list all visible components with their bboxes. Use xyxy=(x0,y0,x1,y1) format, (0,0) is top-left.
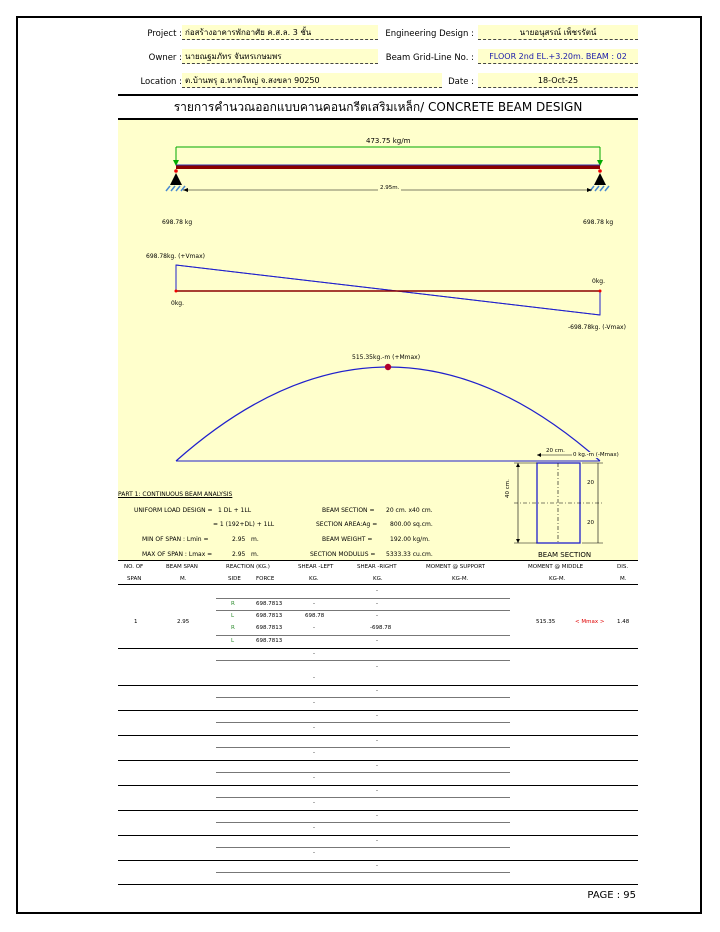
row-line xyxy=(216,660,510,661)
row-line xyxy=(216,847,510,848)
ground-hatch-right xyxy=(590,186,609,191)
mmax-tag: < Mmax > xyxy=(575,619,605,625)
dash: - xyxy=(376,713,378,719)
beam-section-value: 20 cm. x40 cm. xyxy=(386,507,433,514)
col-header-shear-right: SHEAR -RIGHT xyxy=(357,564,397,570)
col-header-span: BEAM SPAN xyxy=(166,564,198,570)
load-value: 473.75 kg/m xyxy=(366,137,411,145)
span-length: 2.95 xyxy=(177,619,190,625)
row2-side: L xyxy=(231,613,235,619)
location-value: ต.บ้านพรุ อ.หาดใหญ่ จ.สงขลา 90250 xyxy=(182,73,442,88)
row4-shear-right: - xyxy=(376,638,378,644)
grid-value: FLOOR 2nd EL.+3.20m. BEAM : 02 xyxy=(478,49,638,64)
row3-shear-left: - xyxy=(313,625,315,631)
dash: - xyxy=(376,788,378,794)
col-header-moment-middle: MOMENT @ MIDDLE xyxy=(528,564,584,570)
row3-shear-right: -698.78 xyxy=(370,625,392,631)
page-title: รายการคำนวณออกแบบคานคอนกรีตเสริมเหล็ก/ CONCRETE BEAM DESIGN xyxy=(118,94,638,120)
dash: - xyxy=(313,800,315,806)
row1-shear-left: - xyxy=(313,601,315,607)
col-header-span-label: SPAN xyxy=(127,576,142,582)
table-bottom-line xyxy=(118,884,638,885)
span-separator-9 xyxy=(118,860,638,861)
dash-row0: - xyxy=(376,588,378,594)
analysis-heading: PART 1: CONTINUOUS BEAM ANALYSIS xyxy=(118,491,233,498)
table-header-line xyxy=(118,584,638,585)
dash: - xyxy=(376,813,378,819)
row-line xyxy=(216,610,510,611)
col-header-kgm-middle: KG-M. xyxy=(549,576,566,582)
dash: - xyxy=(313,700,315,706)
shear-vmax-pos: 698.78kg. (+Vmax) xyxy=(146,253,205,260)
shear-vmax-neg: -698.78kg. (-Vmax) xyxy=(568,324,626,331)
date-label: Date : xyxy=(448,77,474,87)
table-top-line xyxy=(118,560,638,561)
col-header-m-dis: M. xyxy=(620,576,627,582)
shear-node-left xyxy=(175,290,178,293)
shear-zero-left: 0kg. xyxy=(171,300,185,307)
min-span-unit: m. xyxy=(251,536,259,543)
beam-weight-label: BEAM WEIGHT = xyxy=(322,536,373,543)
dash: - xyxy=(376,838,378,844)
support-left-icon xyxy=(170,173,182,185)
section-upper: 20 xyxy=(587,480,594,486)
row4-force: 698.7813 xyxy=(256,638,283,644)
moment-mmax-neg: 0 kg.-m (-Mmax) xyxy=(573,452,619,458)
span-separator-4 xyxy=(118,735,638,736)
row-line xyxy=(216,872,510,873)
section-caption: BEAM SECTION xyxy=(538,551,592,559)
modulus-label: SECTION MODULUS = xyxy=(310,551,376,558)
col-header-kgm-support: KG-M. xyxy=(452,576,469,582)
row3-side: R xyxy=(231,625,235,631)
span-value: 2.95m. xyxy=(380,185,400,191)
dash: - xyxy=(376,763,378,769)
shear-slope xyxy=(176,265,600,315)
design-label: Engineering Design : xyxy=(385,29,474,39)
span-no: 1 xyxy=(134,619,138,625)
span-separator-5 xyxy=(118,760,638,761)
row1-force: 698.7813 xyxy=(256,601,283,607)
uniform-label: UNIFORM LOAD DESIGN = xyxy=(134,507,213,514)
project-value: ก่อสร้างอาคารพักอาศัย ค.ส.ล. 3 ชั้น xyxy=(182,25,378,40)
dash: - xyxy=(313,825,315,831)
dash: - xyxy=(313,725,315,731)
section-depth: 40 cm. xyxy=(505,479,511,498)
beam-section-label: BEAM SECTION = xyxy=(322,507,375,514)
span-separator-1 xyxy=(118,648,638,649)
dash: - xyxy=(376,688,378,694)
col-header-m: M. xyxy=(180,576,187,582)
col-header-kg-right: KG. xyxy=(373,576,383,582)
design-value: นายอนุสรณ์ เพ็ชรรัตน์ xyxy=(478,25,638,40)
support-left-node xyxy=(174,169,178,173)
dash: - xyxy=(376,863,378,869)
dash: - xyxy=(376,738,378,744)
shear-zero-right: 0kg. xyxy=(592,278,606,285)
grid-label: Beam Grid-Line No. : xyxy=(385,53,474,63)
project-label: Project : xyxy=(147,29,182,39)
beam-weight-value: 192.00 kg/m. xyxy=(390,536,430,543)
row2-shear-right: - xyxy=(376,613,378,619)
dash: - xyxy=(313,775,315,781)
col-header-no: NO. OF xyxy=(124,564,144,570)
moment-middle: 515.35 xyxy=(536,619,556,625)
col-header-moment-support: MOMENT @ SUPPORT xyxy=(426,564,486,570)
row-line xyxy=(216,797,510,798)
max-span-value: 2.95 xyxy=(232,551,246,558)
col-header-kg-left: KG. xyxy=(309,576,319,582)
max-span-unit: m. xyxy=(251,551,259,558)
span-separator-7 xyxy=(118,810,638,811)
col-header-dis: DIS. xyxy=(617,564,629,570)
owner-value: นายณฐมภัทร จันทรเกษมพร xyxy=(182,49,378,64)
ground-hatch-left xyxy=(166,186,185,191)
owner-label: Owner : xyxy=(148,53,182,63)
row-line xyxy=(216,598,510,599)
col-header-reaction: REACTION (KG.) xyxy=(226,564,270,570)
span-separator-3 xyxy=(118,710,638,711)
moment-curve xyxy=(176,367,600,461)
dash: - xyxy=(313,850,315,856)
beam-body xyxy=(176,165,600,169)
row-line xyxy=(216,772,510,773)
dash: - xyxy=(313,675,315,681)
col-header-side: SIDE xyxy=(228,576,241,582)
min-span-value: 2.95 xyxy=(232,536,246,543)
moment-max-point xyxy=(385,364,391,370)
row-line xyxy=(216,722,510,723)
shear-node-right xyxy=(599,290,602,293)
distance-value: 1.48 xyxy=(617,619,630,625)
shear-diagram xyxy=(175,265,602,315)
row1-side: R xyxy=(231,601,235,607)
uniform-value: 1 DL + 1LL xyxy=(218,507,252,514)
modulus-value: 5333.33 cu.cm. xyxy=(386,551,433,558)
dash: - xyxy=(313,651,315,657)
support-right-node xyxy=(598,169,602,173)
dash: - xyxy=(313,750,315,756)
col-header-shear-left: SHEAR -LEFT xyxy=(298,564,334,570)
section-lower: 20 xyxy=(587,520,594,526)
dash: - xyxy=(376,664,378,670)
col-header-force: FORCE xyxy=(256,576,275,582)
row1-shear-right: - xyxy=(376,601,378,607)
row4-side: L xyxy=(231,638,235,644)
reaction-left: 698.78 kg xyxy=(162,219,193,226)
span-separator-6 xyxy=(118,785,638,786)
row2-shear-left: 698.78 xyxy=(305,613,325,619)
location-label: Location : xyxy=(140,77,182,87)
row-line xyxy=(216,635,510,636)
uniform-eq: = 1 (192+DL) + 1LL xyxy=(213,521,275,528)
max-span-label: MAX OF SPAN : Lmax = xyxy=(142,551,213,558)
reaction-right: 698.78 kg xyxy=(583,219,614,226)
moment-diagram xyxy=(176,364,600,461)
span-separator-8 xyxy=(118,835,638,836)
section-width: 20 cm. xyxy=(546,448,565,454)
date-value: 18-Oct-25 xyxy=(478,73,638,88)
moment-mmax-pos: 515.35kg.-m (+Mmax) xyxy=(352,354,421,361)
span-separator-2 xyxy=(118,685,638,686)
min-span-label: MIN OF SPAN : Lmin = xyxy=(142,536,209,543)
section-area-label: SECTION AREA:Ag = xyxy=(316,521,378,528)
row2-force: 698.7813 xyxy=(256,613,283,619)
row-line xyxy=(216,697,510,698)
row-line xyxy=(216,822,510,823)
section-area-value: 800.00 sq.cm. xyxy=(390,521,433,528)
page-number: PAGE : 95 xyxy=(587,890,636,901)
row-line xyxy=(216,747,510,748)
beam-section-drawing xyxy=(514,453,603,543)
support-right-icon xyxy=(594,173,606,185)
row3-force: 698.7813 xyxy=(256,625,283,631)
